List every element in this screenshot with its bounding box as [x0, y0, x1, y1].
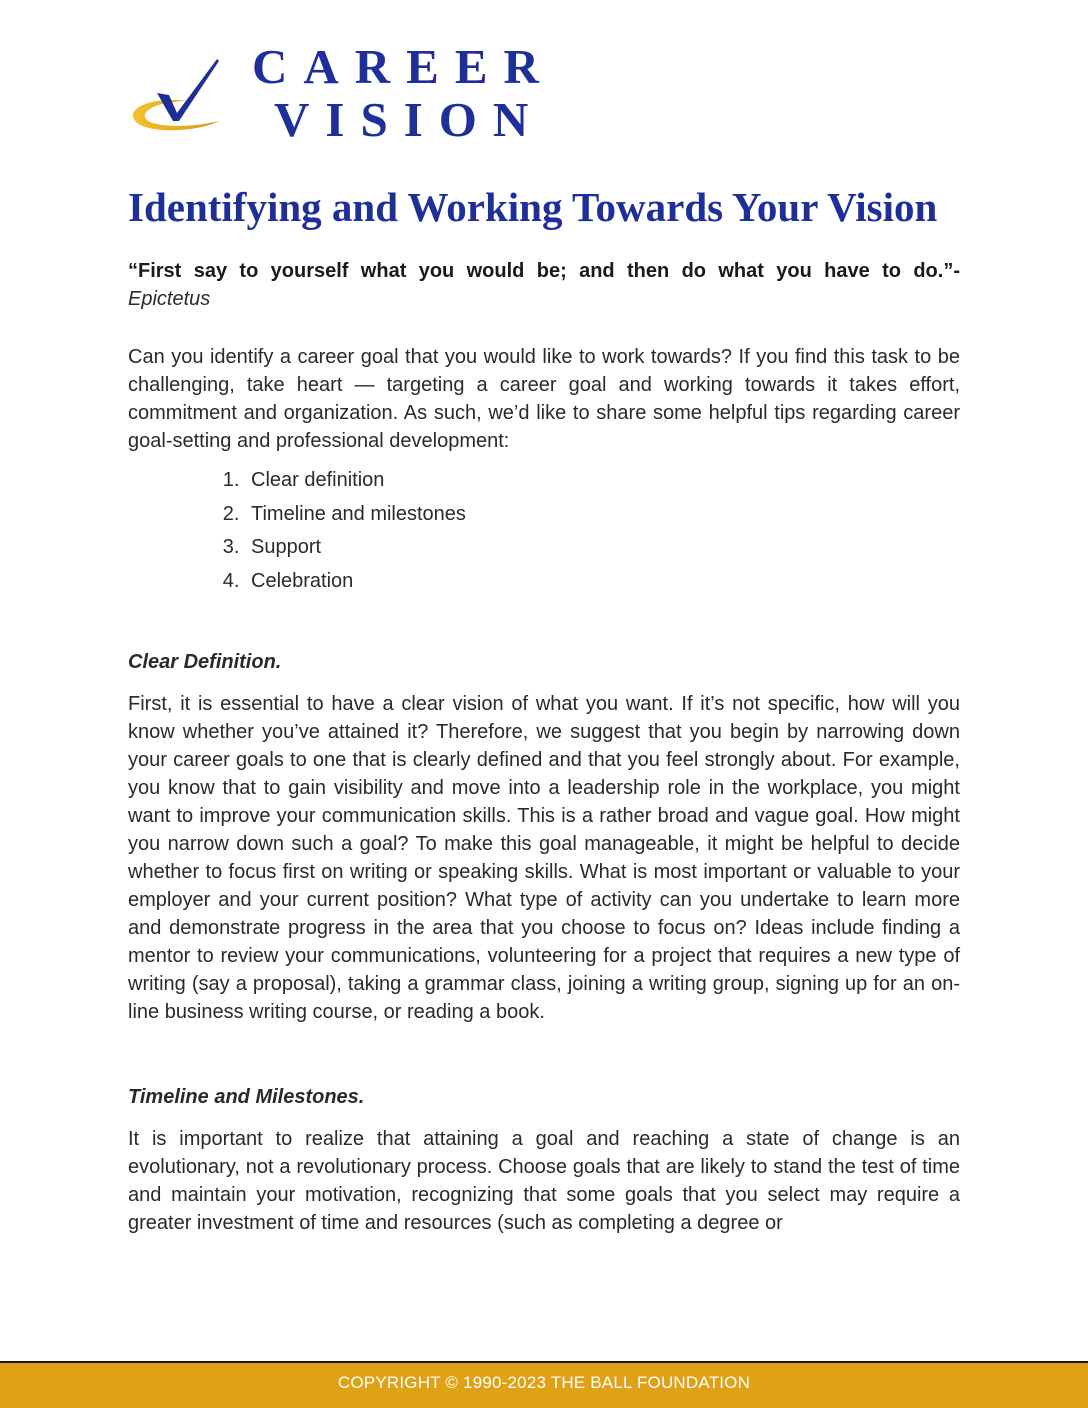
list-item: 4. Celebration — [245, 565, 960, 599]
brand-line-2: VISION — [274, 92, 545, 147]
section-body-clear-definition: First, it is essential to have a clear vision of what you want. If it’s not specific, how will you know whether you’ve attained it? Therefore, we suggest that you begin by narrowing down your career goals to one that is clearly defined and that you feel strongly about. For example, you know that to gain visibility and move into a leadership role in the workplace, you might want to improve your communication skills. This is a rather broad and vague goal. How might you narrow down such a goal? To make this goal manageable, it might be helpful to decide whether to focus first on writing or speaking skills. What is most important or valuable to your employer and your current position? What type of activity can you undertake to learn more and demonstrate progress in the area that you choose to focus on? Ideas include finding a mentor to review your communications, volunteering for a project that requires a new type of writing (say a proposal), taking a grammar class, joining a writing group, signing up for an on-line business writing course, or reading a book. — [128, 693, 960, 1023]
quote-author: Epictetus — [128, 288, 211, 310]
footer-copyright: COPYRIGHT © 1990-2023 THE BALL FOUNDATION — [0, 1363, 1088, 1408]
brand-wordmark — [252, 40, 555, 146]
list-item: 2. Timeline and milestones — [245, 498, 960, 532]
section-heading-clear-definition: Clear Definition. — [128, 651, 282, 673]
list-item: 3. Support — [245, 531, 960, 565]
checkmark-swoosh-icon — [127, 55, 227, 140]
section-body-timeline: It is important to realize that attaining a goal and reaching a state of change is an evolutionary, not a revolutionary process. Choose goals that are likely to stand the test of time and maintain your motivation, recognizing that some goals that you select may require a greater investment of time and resources (such as completing a degree or — [128, 1128, 960, 1234]
brand-line-1: CAREER — [252, 39, 555, 94]
list-item: 1. Clear definition — [245, 464, 960, 498]
section-heading-timeline: Timeline and Milestones. — [128, 1086, 365, 1108]
quote-text: “First say to yourself what you would be; and then do what you have to do.”- — [128, 260, 960, 282]
document-body — [128, 257, 960, 1237]
tips-list — [128, 464, 960, 598]
intro-paragraph: Can you identify a career goal that you would like to work towards? If you find this task to be challenging, take heart — targeting a career goal and working towards it takes effort, commitment and organization. As such, we’d like to share some helpful tips regarding career goal-setting and professional development: — [128, 346, 960, 452]
page-title: Identifying and Working Towards Your Vision — [128, 184, 938, 230]
